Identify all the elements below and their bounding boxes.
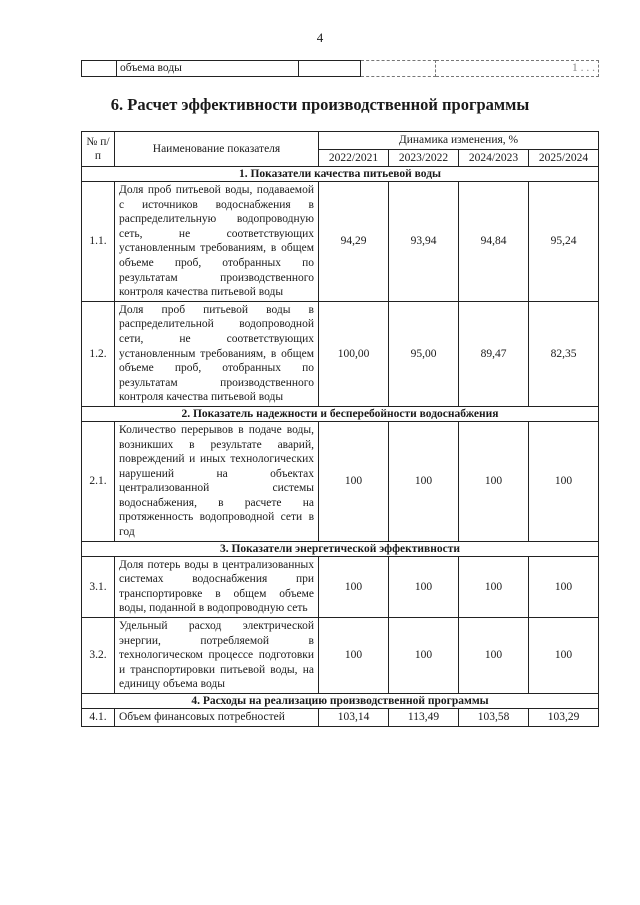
table-row — [82, 556, 599, 617]
dynamics-value: 100 — [459, 421, 529, 541]
header-year: 2025/2024 — [529, 150, 599, 167]
dynamics-value: 100 — [529, 618, 599, 694]
dynamics-value: 100 — [389, 618, 459, 694]
dynamics-value: 100 — [319, 618, 389, 694]
row-number: 4.1. — [82, 709, 115, 727]
indicator-name: Доля проб питьевой воды, подаваемой с источников водоснабжения в распределительную водопроводную сеть, не соответствующих установленным требованиям, в общем объеме проб, отобранных по результатам производственного контроля качества питьевой воды — [115, 182, 319, 302]
row-number: 1.1. — [82, 182, 115, 302]
dynamics-value: 100 — [529, 421, 599, 541]
continuation-empty-cell — [299, 61, 361, 77]
dynamics-value: 93,94 — [389, 182, 459, 302]
indicator-name: Количество перерывов в подаче воды, возникших в результате аварий, повреждений и иных технологических нарушений на объектах централизованной системы водоснабжения, в расчете на протяженность водопроводной сети в год — [115, 421, 319, 541]
section-row — [82, 167, 599, 182]
row-number: 1.2. — [82, 301, 115, 406]
indicator-name: Удельный расход электрической энергии, потребляемой в технологическом процессе подготовки и транспортировки питьевой воды, на единицу объема воды — [115, 618, 319, 694]
section-row — [82, 694, 599, 709]
dynamics-value: 100 — [389, 556, 459, 617]
page-number: 4 — [316, 30, 324, 45]
dynamics-value: 100 — [319, 421, 389, 541]
dynamics-value: 100 — [529, 556, 599, 617]
dynamics-value: 100 — [459, 618, 529, 694]
table-row — [82, 709, 599, 727]
header-num: № п/п — [82, 132, 115, 167]
dynamics-value: 82,35 — [529, 301, 599, 406]
indicator-name: Доля проб питьевой воды в распределительной водопроводной сети, не соответствующих установленным требованиям, в общем объеме проб, отобранных по результатам производственного контроля качества питьевой воды — [115, 301, 319, 406]
header-name: Наименование показателя — [115, 132, 319, 167]
section-title: 6. Расчет эффективности производственной программы — [110, 95, 530, 114]
header-year: 2022/2021 — [319, 150, 389, 167]
table-row — [82, 301, 599, 406]
row-number: 2.1. — [82, 421, 115, 541]
section-row — [82, 541, 599, 556]
header-dynamics: Динамика изменения, % — [319, 132, 599, 150]
continuation-trailing-cell: 1 . . . — [436, 61, 599, 77]
previous-table-continuation — [81, 60, 599, 77]
continuation-empty-cell — [361, 61, 436, 77]
table-row — [82, 618, 599, 694]
indicator-name: Объем финансовых потребностей — [115, 709, 319, 727]
dynamics-value: 89,47 — [459, 301, 529, 406]
section-heading: 2. Показатель надежности и бесперебойности водоснабжения — [82, 406, 599, 421]
section-heading: 1. Показатели качества питьевой воды — [82, 167, 599, 182]
continuation-num-cell — [82, 61, 117, 77]
dynamics-value: 100 — [389, 421, 459, 541]
dynamics-value: 95,00 — [389, 301, 459, 406]
dynamics-value: 94,84 — [459, 182, 529, 302]
dynamics-value: 103,58 — [459, 709, 529, 727]
efficiency-table — [81, 131, 599, 727]
section-row — [82, 406, 599, 421]
section-heading: 3. Показатели энергетической эффективности — [82, 541, 599, 556]
section-heading: 4. Расходы на реализацию производственной программы — [82, 694, 599, 709]
row-number: 3.2. — [82, 618, 115, 694]
table-row — [82, 182, 599, 302]
continuation-label-cell: объема воды — [117, 61, 299, 77]
row-number: 3.1. — [82, 556, 115, 617]
dynamics-value: 113,49 — [389, 709, 459, 727]
header-year: 2024/2023 — [459, 150, 529, 167]
indicator-name: Доля потерь воды в централизованных системах водоснабжения при транспортировке в общем объеме воды, поданной в водопроводную сеть — [115, 556, 319, 617]
header-year: 2023/2022 — [389, 150, 459, 167]
dynamics-value: 94,29 — [319, 182, 389, 302]
dynamics-value: 100 — [319, 556, 389, 617]
dynamics-value: 103,29 — [529, 709, 599, 727]
dynamics-value: 100,00 — [319, 301, 389, 406]
table-row — [82, 421, 599, 541]
dynamics-value: 100 — [459, 556, 529, 617]
dynamics-value: 95,24 — [529, 182, 599, 302]
dynamics-value: 103,14 — [319, 709, 389, 727]
